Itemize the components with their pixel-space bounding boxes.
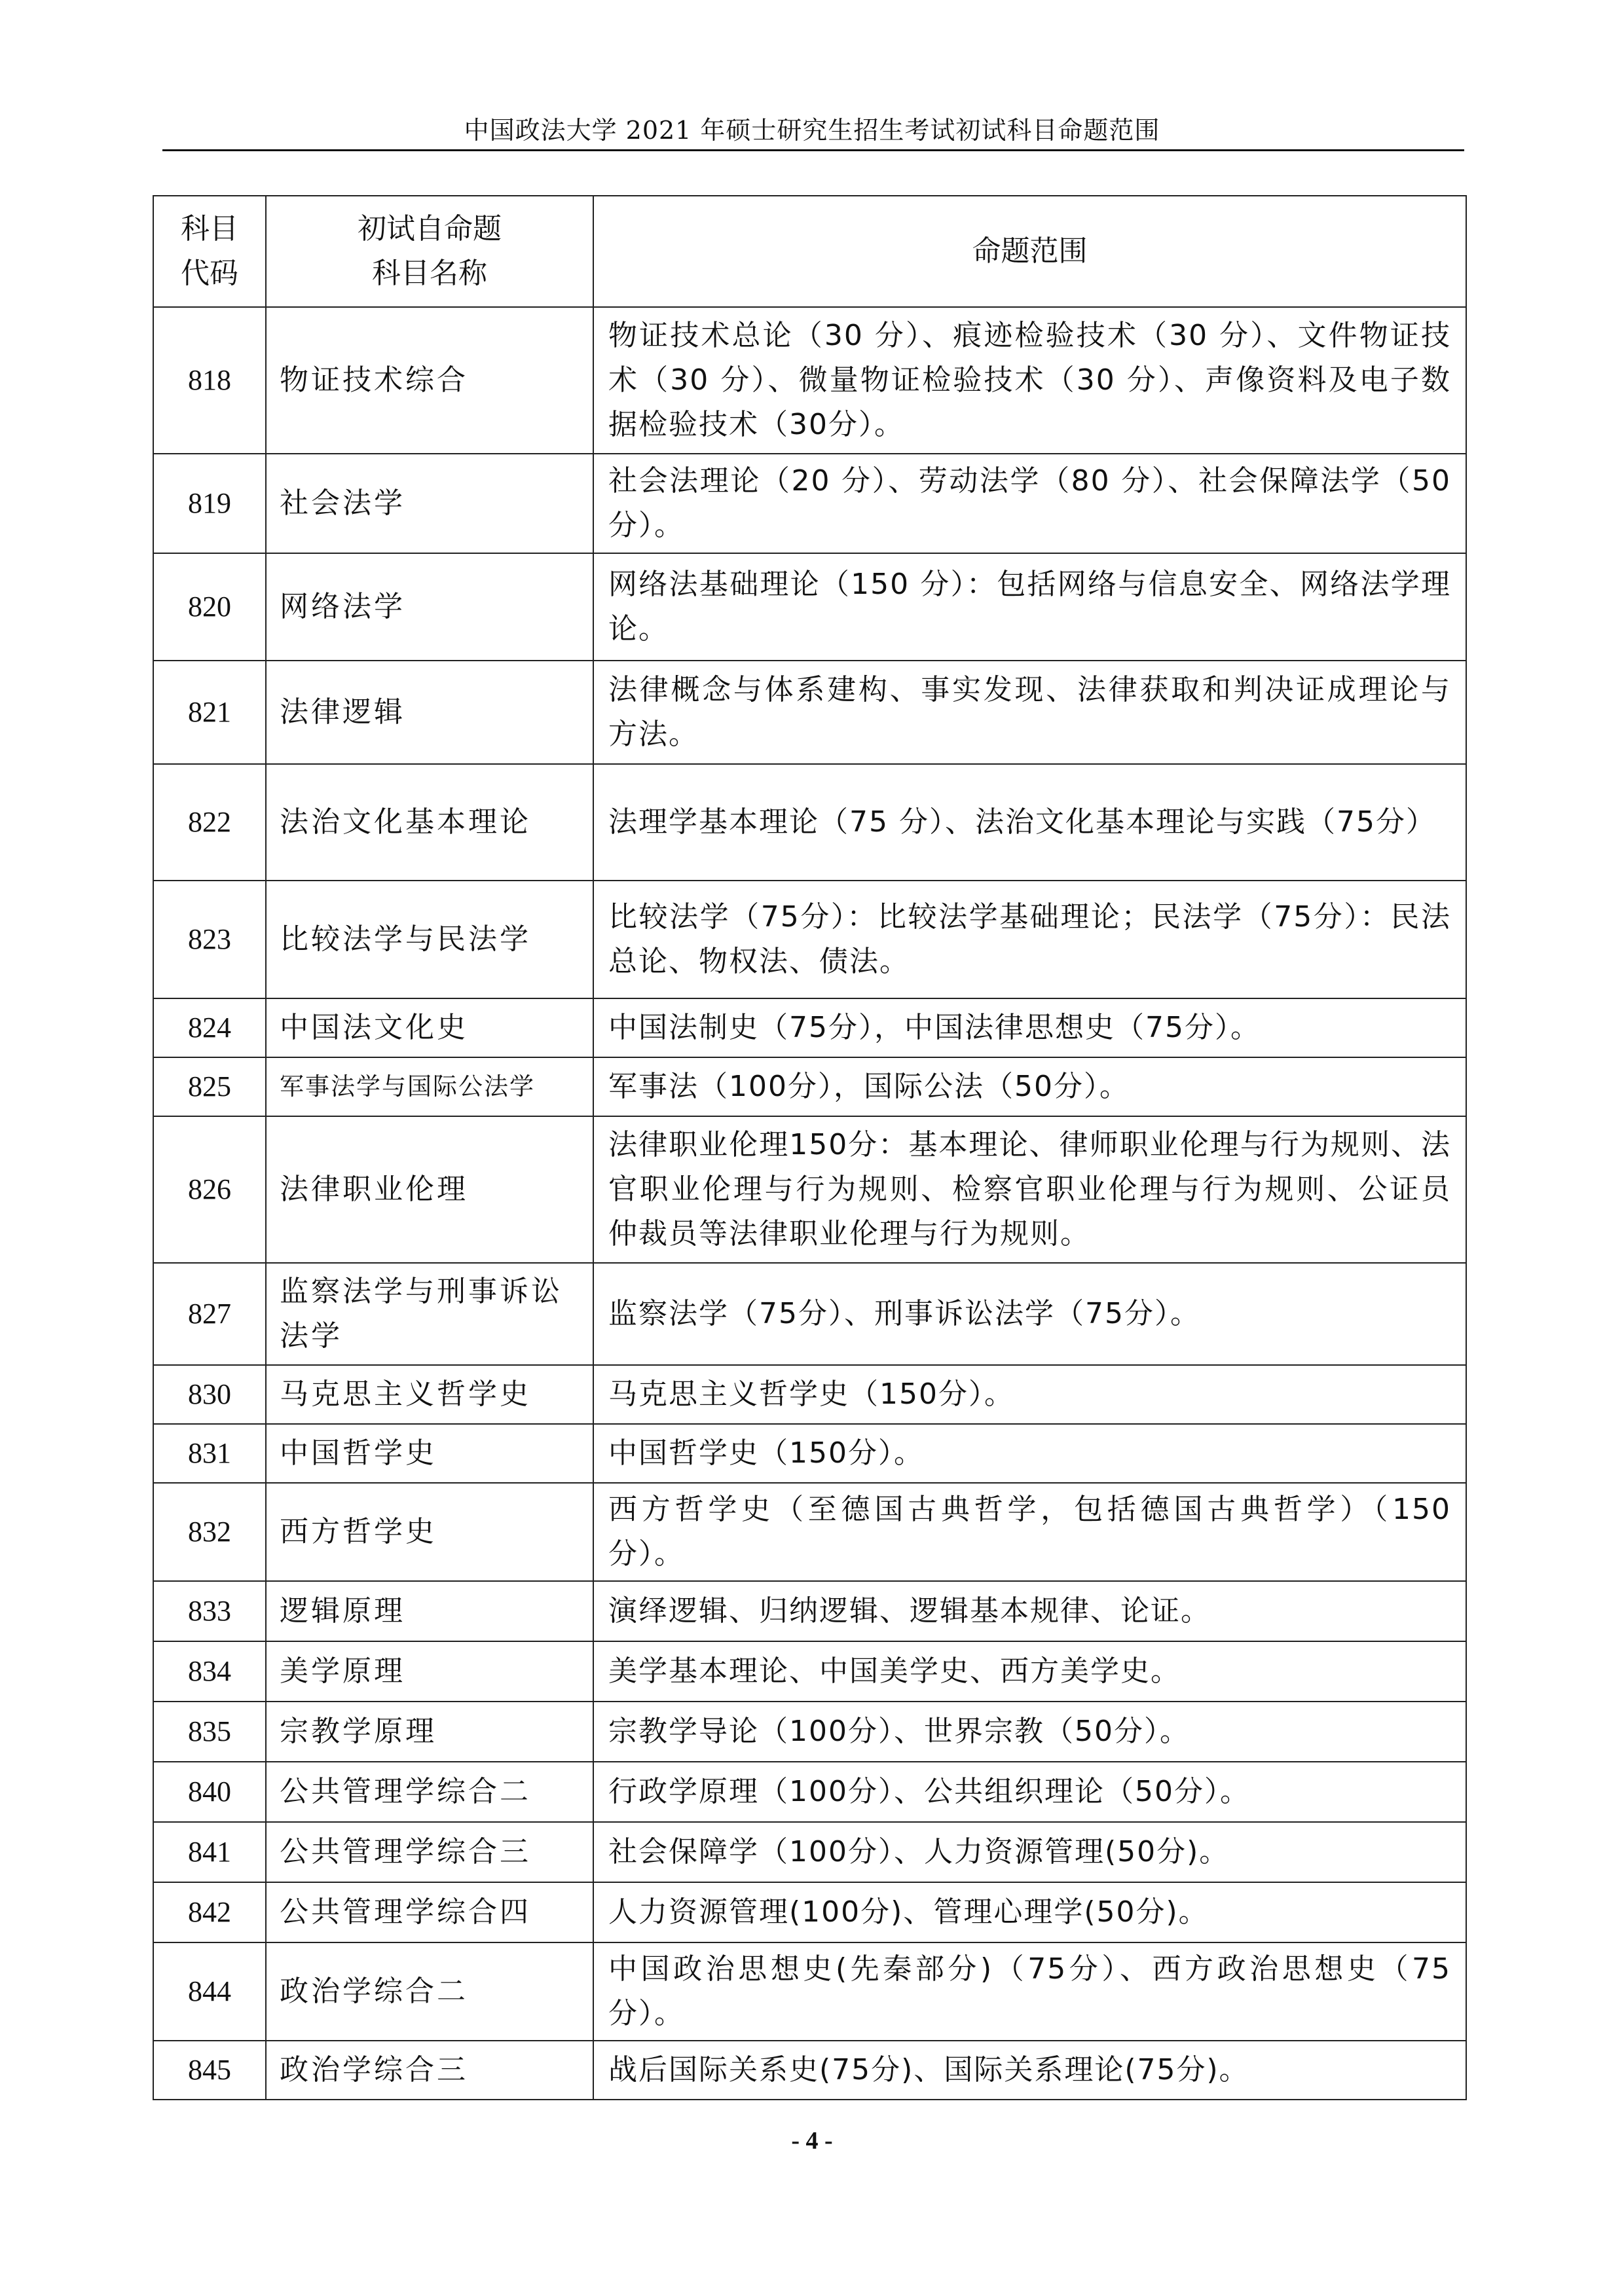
table-row xyxy=(153,2041,1466,2100)
subject-name: 网络法学 xyxy=(266,553,593,661)
subject-scope: 网络法基础理论（150 分）：包括网络与信息安全、网络法学理论。 xyxy=(593,553,1466,661)
subject-name: 公共管理学综合二 xyxy=(266,1762,593,1822)
page-number: - 4 - xyxy=(791,2127,833,2155)
table-header-row xyxy=(153,196,1466,307)
header-scope: 命题范围 xyxy=(593,196,1466,307)
table-row xyxy=(153,1424,1466,1483)
subject-scope: 西方哲学史（至德国古典哲学，包括德国古典哲学）（150分）。 xyxy=(593,1483,1466,1581)
table-row xyxy=(153,1057,1466,1116)
table-row xyxy=(153,1116,1466,1263)
table-row xyxy=(153,1882,1466,1942)
subject-name: 公共管理学综合四 xyxy=(266,1882,593,1942)
subject-name: 政治学综合二 xyxy=(266,1942,593,2041)
page-header-title: 中国政法大学 2021 年硕士研究生招生考试初试科目命题范围 xyxy=(464,116,1160,145)
subject-code: 820 xyxy=(153,553,266,661)
subject-name: 政治学综合三 xyxy=(266,2041,593,2100)
subject-scope: 军事法（100分），国际公法（50分）。 xyxy=(593,1057,1466,1116)
exam-scope-table xyxy=(153,195,1467,2100)
subject-scope: 法律概念与体系建构、事实发现、法律获取和判决证成理论与方法。 xyxy=(593,661,1466,764)
subject-scope: 中国法制史（75分），中国法律思想史（75分）。 xyxy=(593,998,1466,1057)
table-row xyxy=(153,1641,1466,1702)
table-row xyxy=(153,881,1466,998)
table-row xyxy=(153,1762,1466,1822)
subject-name: 法治文化基本理论 xyxy=(266,764,593,881)
subject-scope: 法律职业伦理150分：基本理论、律师职业伦理与行为规则、法官职业伦理与行为规则、检察官职业伦理与行为规则、公证员仲裁员等法律职业伦理与行为规则。 xyxy=(593,1116,1466,1263)
subject-scope: 社会保障学（100分）、人力资源管理(50分)。 xyxy=(593,1822,1466,1882)
table-row xyxy=(153,1365,1466,1424)
table-row xyxy=(153,454,1466,553)
header-name: 初试自命题 科目名称 xyxy=(266,196,593,307)
table-row xyxy=(153,1263,1466,1365)
subject-name: 法律逻辑 xyxy=(266,661,593,764)
table-row xyxy=(153,307,1466,454)
subject-code: 821 xyxy=(153,661,266,764)
subject-code: 818 xyxy=(153,307,266,454)
subject-scope: 比较法学（75分）：比较法学基础理论；民法学（75分）：民法总论、物权法、债法。 xyxy=(593,881,1466,998)
subject-name: 马克思主义哲学史 xyxy=(266,1365,593,1424)
subject-code: 830 xyxy=(153,1365,266,1424)
table-row xyxy=(153,1581,1466,1641)
subject-code: 835 xyxy=(153,1702,266,1762)
subject-code: 823 xyxy=(153,881,266,998)
subject-name: 中国哲学史 xyxy=(266,1424,593,1483)
subject-code: 845 xyxy=(153,2041,266,2100)
subject-code: 831 xyxy=(153,1424,266,1483)
table-row xyxy=(153,998,1466,1057)
subject-name: 中国法文化史 xyxy=(266,998,593,1057)
subject-name: 法律职业伦理 xyxy=(266,1116,593,1263)
subject-code: 832 xyxy=(153,1483,266,1581)
subject-code: 844 xyxy=(153,1942,266,2041)
subject-scope: 演绎逻辑、归纳逻辑、逻辑基本规律、论证。 xyxy=(593,1581,1466,1641)
subject-name: 宗教学原理 xyxy=(266,1702,593,1762)
subject-name: 比较法学与民法学 xyxy=(266,881,593,998)
table-row xyxy=(153,1822,1466,1882)
subject-scope: 社会法理论（20 分）、劳动法学（80 分）、社会保障法学（50分）。 xyxy=(593,454,1466,553)
subject-code: 840 xyxy=(153,1762,266,1822)
table-row xyxy=(153,1483,1466,1581)
subject-code: 827 xyxy=(153,1263,266,1365)
subject-scope: 中国哲学史（150分）。 xyxy=(593,1424,1466,1483)
subject-scope: 物证技术总论（30 分）、痕迹检验技术（30 分）、文件物证技术（30 分）、微量物证检验技术（30 分）、声像资料及电子数据检验技术（30分）。 xyxy=(593,307,1466,454)
table-row xyxy=(153,553,1466,661)
subject-scope: 人力资源管理(100分)、管理心理学(50分)。 xyxy=(593,1882,1466,1942)
subject-code: 842 xyxy=(153,1882,266,1942)
header-code: 科目 代码 xyxy=(153,196,266,307)
subject-scope: 监察法学（75分）、刑事诉讼法学（75分）。 xyxy=(593,1263,1466,1365)
table-row xyxy=(153,1942,1466,2041)
subject-scope: 行政学原理（100分）、公共组织理论（50分）。 xyxy=(593,1762,1466,1822)
subject-code: 825 xyxy=(153,1057,266,1116)
subject-name: 公共管理学综合三 xyxy=(266,1822,593,1882)
subject-code: 819 xyxy=(153,454,266,553)
table-row xyxy=(153,764,1466,881)
subject-name: 西方哲学史 xyxy=(266,1483,593,1581)
subject-name: 社会法学 xyxy=(266,454,593,553)
table-row xyxy=(153,1702,1466,1762)
subject-code: 834 xyxy=(153,1641,266,1702)
subject-code: 826 xyxy=(153,1116,266,1263)
subject-code: 824 xyxy=(153,998,266,1057)
table-row xyxy=(153,661,1466,764)
subject-code: 822 xyxy=(153,764,266,881)
subject-scope: 战后国际关系史(75分)、国际关系理论(75分)。 xyxy=(593,2041,1466,2100)
subject-scope: 中国政治思想史(先秦部分)（75分）、西方政治思想史（75分）。 xyxy=(593,1942,1466,2041)
subject-scope: 马克思主义哲学史（150分）。 xyxy=(593,1365,1466,1424)
subject-scope: 美学基本理论、中国美学史、西方美学史。 xyxy=(593,1641,1466,1702)
subject-name: 军事法学与国际公法学 xyxy=(266,1057,593,1116)
subject-name: 逻辑原理 xyxy=(266,1581,593,1641)
table-body xyxy=(153,307,1466,2100)
subject-name: 监察法学与刑事诉讼法学 xyxy=(266,1263,593,1365)
header-divider xyxy=(162,149,1464,151)
subject-code: 833 xyxy=(153,1581,266,1641)
subject-scope: 法理学基本理论（75 分）、法治文化基本理论与实践（75分） xyxy=(593,764,1466,881)
subject-name: 物证技术综合 xyxy=(266,307,593,454)
subject-name: 美学原理 xyxy=(266,1641,593,1702)
subject-scope: 宗教学导论（100分）、世界宗教（50分）。 xyxy=(593,1702,1466,1762)
subject-code: 841 xyxy=(153,1822,266,1882)
